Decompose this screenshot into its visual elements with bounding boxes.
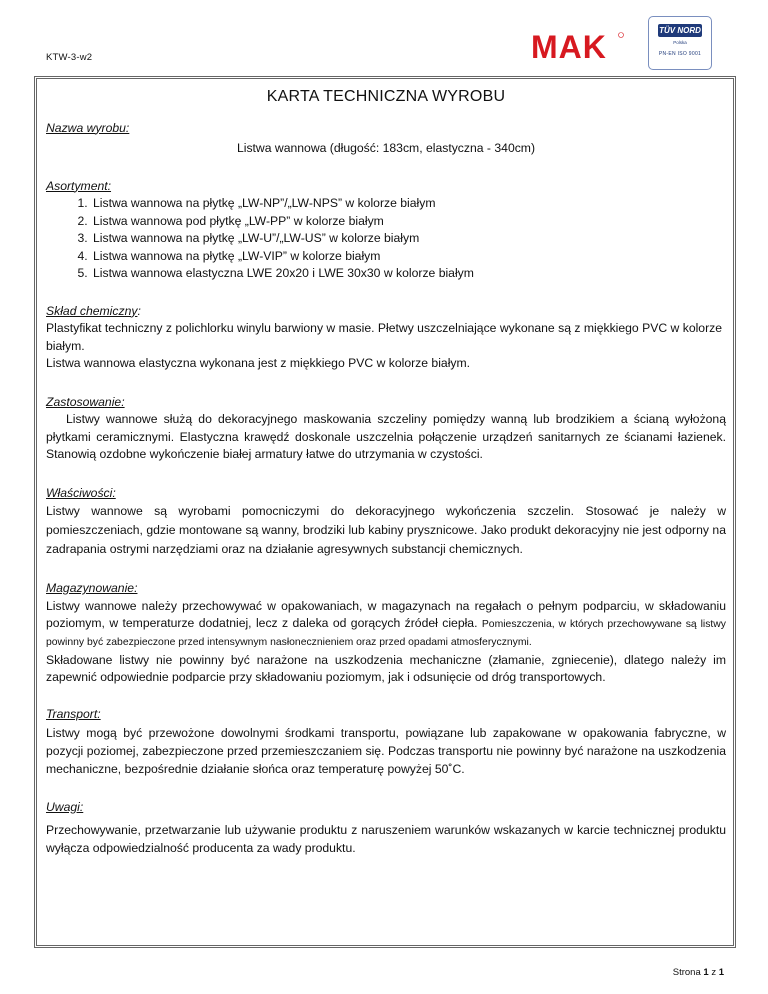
list-item: 1. Listwa wannowa na płytkę „LW-NP”/„LW-NPS” w kolorze białym [91, 195, 726, 213]
storage-section [46, 580, 726, 685]
product-heading: Nazwa wyrobu: [46, 120, 130, 135]
certification-badge [648, 16, 712, 70]
cert-standard: PN-EN ISO 9001 [658, 51, 702, 57]
doc-code: KTW-3-w2 [46, 52, 93, 63]
page-label: Strona [672, 967, 701, 978]
usage-heading: Zastosowanie: [46, 394, 125, 409]
properties-heading: Właściwości: [46, 485, 116, 500]
composition-text-2: Listwa wannowa elastyczna wykonana jest z miękkiego PVC w kolorze białym. [46, 356, 471, 370]
properties-text: Listwy wannowe są wyrobami pomocniczymi do dekoracyjnego wykończenia szczelin. Stosować je należy w pomieszczeniach, gdzie montowane są wanny, brodziki lub kabiny prysznicowe. Jako produkt dekoracyjny nie jest odporny na zadrapania ostrymi narzędziami oraz na działanie agresywnych substancji chemicznych. [46, 504, 726, 556]
list-item: 4. Listwa wannowa na płytkę „LW-VIP” w kolorze białym [91, 248, 726, 266]
storage-note: Pomieszczenia, w których przechowywane są listwy powinny być zabezpieczone przed intensywnym nasłonecznieniem oraz przed opadami atmosferycznymi. [46, 619, 726, 648]
composition-colon: : [137, 303, 141, 318]
composition-heading: Skład chemiczny [46, 303, 138, 318]
usage-section [46, 394, 726, 464]
notes-text: Przechowywanie, przetwarzanie lub używanie produktu z naruszeniem warunków wskazanych w karcie technicznej produktu wyłącza odpowiedzialność producenta za wady produktu. [46, 823, 726, 855]
notes-heading: Uwagi: [46, 799, 84, 814]
assortment-list [46, 195, 726, 283]
properties-section [46, 485, 726, 560]
page-number [673, 967, 724, 978]
document-body [46, 84, 726, 878]
page-title: KARTA TECHNICZNA WYROBU [266, 88, 506, 105]
storage-heading: Magazynowanie: [46, 581, 138, 595]
storage-text: Listwy wannowe należy przechowywać w opakowaniach, w magazynach na regałach o pełnym podparciu, w składowaniu poziomym, w temperaturze dodatniej, lecz z daleka od gorących źródeł ciepła. [46, 598, 726, 630]
transport-section [46, 706, 726, 778]
list-item: 3. Listwa wannowa na płytkę „LW-U”/„LW-US” w kolorze białym [91, 230, 726, 248]
list-item: 5. Listwa wannowa elastyczna LWE 20x20 i LWE 30x30 w kolorze białym [91, 265, 726, 283]
composition-text: Plastyfikat techniczny z polichlorku winylu barwiony w masie. Płetwy uszczelniające wykonane są z miękkiego PVC w kolorze białym. [46, 321, 723, 353]
assortment-heading: Asortyment: [46, 178, 112, 193]
transport-text: Listwy mogą być przewożone dowolnymi środkami transportu, powiązane lub zapakowane w opakowania fabryczne, w pozycji poziomej, zabezpieczone przed przemieszczaniem się. Podczas transportu nie powinny być narażone na uszkodzenia mechaniczne, bezpośrednie działanie słońca oraz temperaturę powyżej 50˚C. [46, 725, 726, 776]
transport-heading: Transport: [46, 707, 101, 721]
usage-text: Listwy wannowe służą do dekoracyjnego maskowania szczeliny pomiędzy wanną lub brodzikiem a ścianą wyłożoną płytkami ceramicznymi. Elastyczna krawędź doskonale uszczelnia połączenie urządzeń sanitarnych ze ścianami łazienek. Stanowią ozdobne wykończenie białej armatury łatwe do utrzymania w czystości. [46, 412, 726, 461]
product-name: Listwa wannowa (długość: 183cm, elastyczna - 340cm) [236, 141, 536, 155]
composition-section [46, 303, 726, 373]
total-pages: 1 [718, 967, 724, 978]
current-page: 1 [703, 967, 709, 978]
notes-section [46, 799, 726, 858]
cert-brand: TÜV NORD [659, 26, 701, 35]
list-item: 2. Listwa wannowa pod płytkę „LW-PP” w kolorze białym [91, 213, 726, 231]
storage-text-2: Składowane listwy nie powinny być narażone na uszkodzenia mechaniczne (złamanie, zgniecenie), dlatego należy im zapewnić odpowiednie podparcie przy składowaniu poziomym, jak i odsunięcie od dróg transportowych. [46, 653, 726, 684]
mak-logo [531, 30, 625, 64]
page-separator: z [711, 967, 717, 978]
cert-country: Polska [673, 40, 687, 45]
logo-text: MAK [531, 30, 607, 64]
